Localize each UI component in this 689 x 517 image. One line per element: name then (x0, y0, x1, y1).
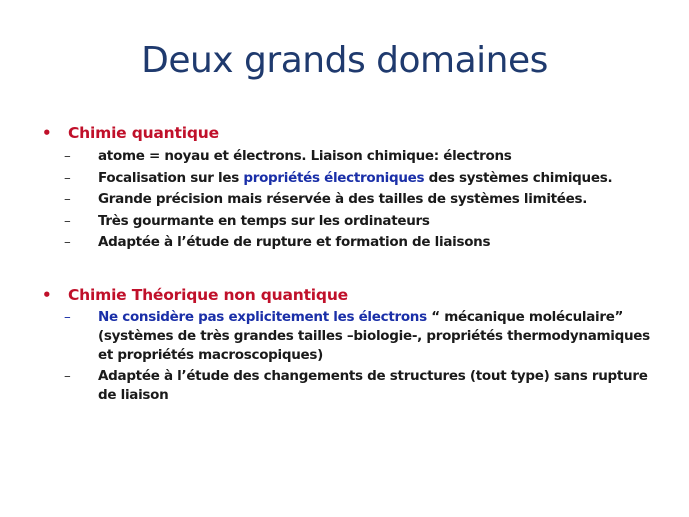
sub-list (42, 308, 662, 405)
item-text: Grande précision mais réservée à des tailles de systèmes limitées. (98, 191, 588, 207)
item-text: atome = noyau et électrons. Liaison chimique: électrons (98, 148, 512, 164)
list-item (42, 367, 662, 405)
bullet-dot-icon: • (42, 286, 52, 304)
section-heading (42, 122, 662, 144)
dash-icon: – (64, 148, 71, 164)
item-text-after: “ mécanique moléculaire” (systèmes de très grandes tailles –biologie-, propriétés thermodynamiques et propriétés macroscopiques) (98, 309, 650, 363)
section-heading (42, 284, 662, 306)
item-highlight: propriétés électroniques (243, 169, 425, 186)
slide-title: Deux grands domaines (141, 40, 548, 81)
sub-list (42, 146, 662, 254)
dash-icon: – (64, 212, 71, 229)
dash-icon: – (64, 309, 71, 325)
item-text: Adaptée à l’étude de rupture et formation de liaisons (98, 234, 491, 250)
item-text-after: des systèmes chimiques. (424, 169, 613, 186)
bullet-dot-icon: • (42, 124, 52, 142)
dash-icon: – (64, 169, 71, 186)
dash-icon: – (64, 368, 71, 384)
list-item (42, 232, 662, 254)
list-item (42, 211, 662, 233)
item-text: Focalisation sur les (98, 169, 244, 186)
item-text: Très gourmante en temps sur les ordinateurs (98, 212, 430, 229)
section-chimie-quantique (42, 122, 662, 254)
item-text: Adaptée à l’étude des changements de structures (tout type) sans rupture de liaison (98, 368, 648, 403)
section-heading-text: Chimie quantique (68, 124, 219, 142)
list-item (42, 308, 662, 365)
list-item (42, 146, 662, 168)
dash-icon: – (64, 191, 71, 207)
list-item (42, 189, 662, 211)
section-heading-text: Chimie Théorique non quantique (68, 286, 348, 304)
section-chimie-theorique (42, 284, 662, 407)
list-item (42, 168, 662, 190)
item-highlight: Ne considère pas explicitement les électrons (98, 309, 427, 325)
dash-icon: – (64, 234, 71, 250)
